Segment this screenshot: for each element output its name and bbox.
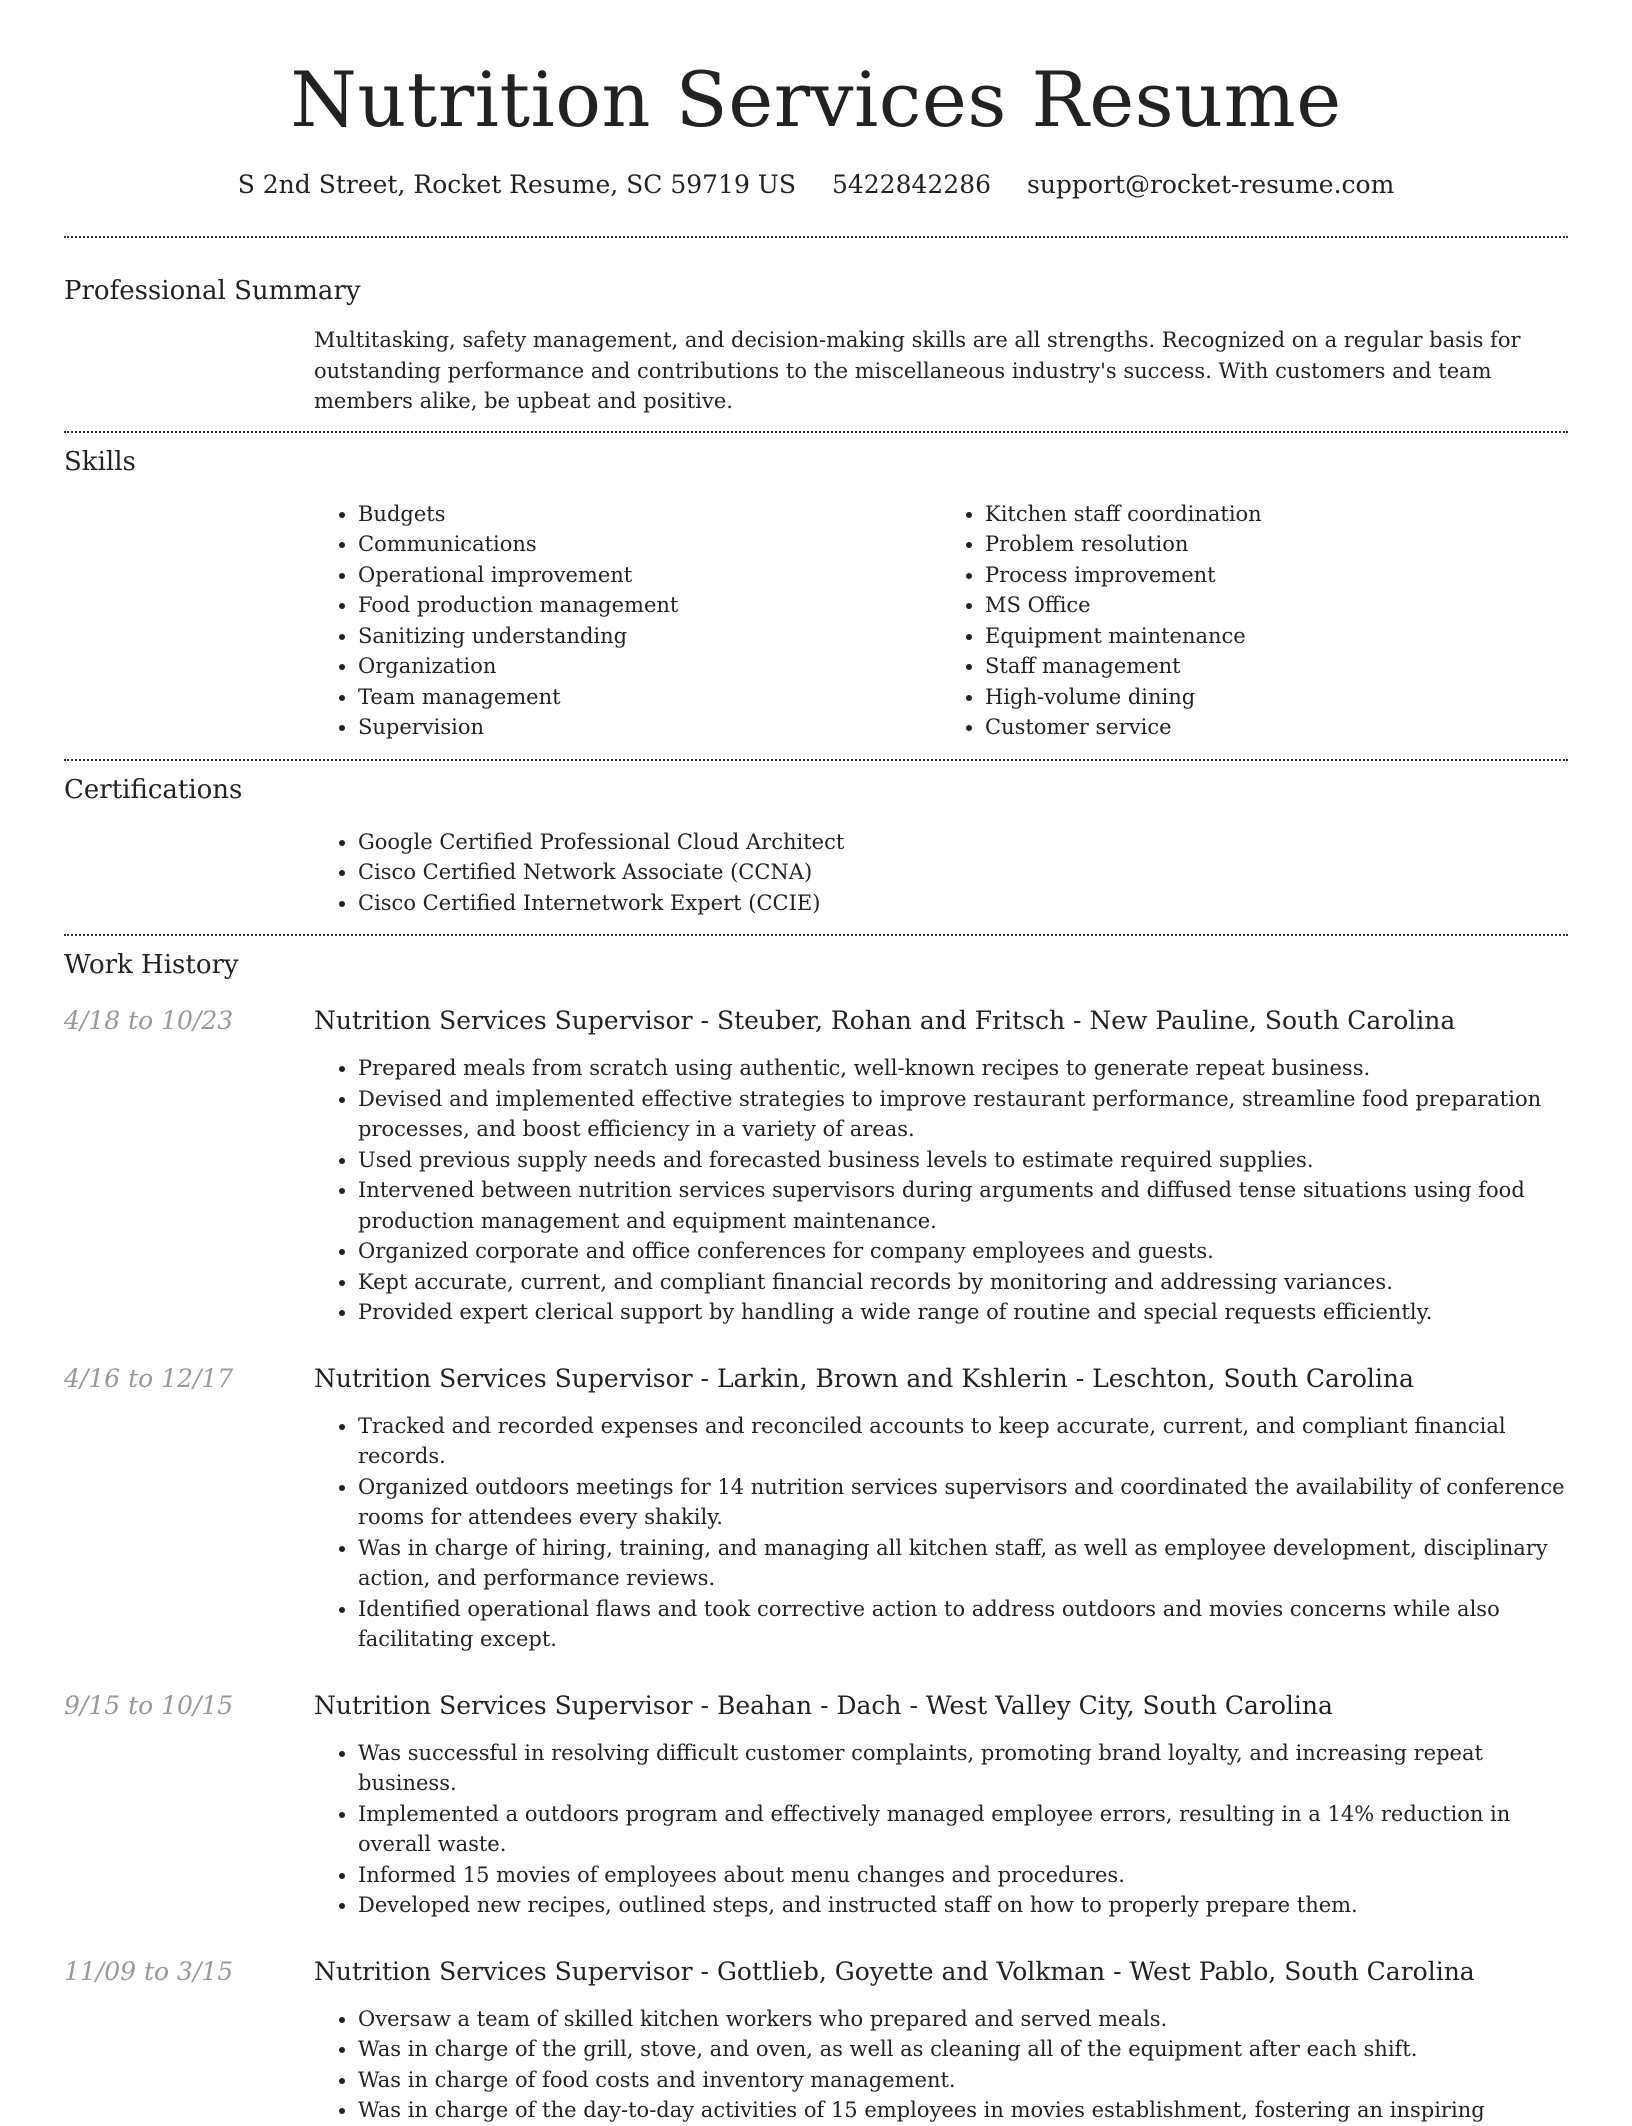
job-heading: Nutrition Services Supervisor - Larkin, Brown and Kshlerin - Leschton, South Carolina [314,1363,1414,1393]
job-bullet: • Was in charge of food costs and inventory management. [358,2065,1568,2096]
job-bullets [314,1738,1568,1921]
job-bullet: • Organized corporate and office conferences for company employees and guests. [358,1236,1568,1267]
summary-heading: Professional Summary [64,276,361,306]
skill-item: • Equipment maintenance [985,621,1568,652]
resume-title: Nutrition Services Resume [290,55,1342,144]
skill-item: • Operational improvement [358,560,941,591]
job-bullets [314,1053,1568,1328]
job-heading: Nutrition Services Supervisor - Gottlieb, Goyette and Volkman - West Pablo, South Carolina [314,1956,1475,1986]
contact-address: S 2nd Street, Rocket Resume, SC 59719 US [237,170,797,199]
job-details [314,1738,1568,1921]
job-bullet: • Devised and implemented effective strategies to improve restaurant performance, streamline food preparation processes, and boost efficiency in a variety of areas. [358,1084,1568,1145]
certifications-section [64,761,1568,935]
skill-item: • Food production management [358,590,941,621]
skill-item: • Customer service [985,712,1568,743]
certification-item: • Cisco Certified Internetwork Expert (CCIE) [358,888,1568,919]
job-bullet: • Oversaw a team of skilled kitchen workers who prepared and served meals. [358,2004,1568,2035]
job-dates: 4/16 to 12/17 [64,1363,234,1393]
job-bullet: • Kept accurate, current, and compliant financial records by monitoring and addressing variances. [358,1267,1568,1298]
skills-heading: Skills [64,446,136,477]
job-bullet: • Was in charge of the day-to-day activities of 15 employees in movies establishment, fostering an inspiring [358,2095,1568,2126]
job-bullet: • Identified operational flaws and took corrective action to address outdoors and movies concerns while also facilitating except. [358,1594,1568,1655]
job-entry [64,1362,1568,1655]
job-details [314,2004,1568,2126]
job-bullet: • Prepared meals from scratch using authentic, well-known recipes to generate repeat business. [358,1053,1568,1084]
job-entry [64,1689,1568,1921]
skill-item: • MS Office [985,590,1568,621]
skills-section [64,433,1568,759]
skill-item: • Team management [358,682,941,713]
job-bullet: • Developed new recipes, outlined steps, and instructed staff on how to properly prepare them. [358,1890,1568,1921]
skill-item: • Process improvement [985,560,1568,591]
certifications-content [314,827,1568,935]
job-bullet: • Provided expert clerical support by handling a wide range of routine and special requests efficiently. [358,1297,1568,1328]
certification-item: • Google Certified Professional Cloud Architect [358,827,1568,858]
job-bullet: • Was in charge of hiring, training, and managing all kitchen staff, as well as employee development, disciplinary action, and performance reviews. [358,1533,1568,1594]
skill-item: • Staff management [985,651,1568,682]
job-bullet: • Was successful in resolving difficult customer complaints, promoting brand loyalty, and increasing repeat business. [358,1738,1568,1799]
job-bullet: • Informed 15 movies of employees about menu changes and procedures. [358,1860,1568,1891]
skill-item: • Problem resolution [985,529,1568,560]
certifications-heading: Certifications [64,774,243,805]
certification-item: • Cisco Certified Network Associate (CCNA) [358,857,1568,888]
summary-section [64,238,1568,431]
job-heading: Nutrition Services Supervisor - Beahan - Dach - West Valley City, South Carolina [314,1690,1333,1720]
job-dates: 9/15 to 10/15 [64,1690,234,1720]
skill-item: • Budgets [358,499,941,530]
work-history-section [64,936,1568,2126]
job-dates: 11/09 to 3/15 [64,1956,234,1986]
job-header [64,1362,1568,1396]
contact-phone: 5422842286 [831,170,992,199]
job-entry [64,1955,1568,2126]
job-bullets [314,2004,1568,2126]
work-history-heading: Work History [64,950,239,980]
contact-email: support@rocket-resume.com [1026,170,1395,199]
job-bullet: • Tracked and recorded expenses and reconciled accounts to keep accurate, current, and compliant financial records. [358,1411,1568,1472]
job-dates: 4/18 to 10/23 [64,1006,234,1035]
summary-content [314,325,1568,431]
job-details [314,1411,1568,1655]
job-bullet: • Was in charge of the grill, stove, and oven, as well as cleaning all of the equipment after each shift. [358,2034,1568,2065]
contact-line [64,168,1568,202]
job-header [64,1955,1568,1989]
skills-list-left [314,499,941,743]
job-header [64,1689,1568,1723]
job-bullet: • Intervened between nutrition services supervisors during arguments and diffused tense situations using food production management and equipment maintenance. [358,1175,1568,1236]
skill-item: • Kitchen staff coordination [985,499,1568,530]
job-bullets [314,1411,1568,1655]
skill-item: • Supervision [358,712,941,743]
skills-content [314,499,1568,759]
certifications-list [314,827,1568,919]
skill-item: • Sanitizing understanding [358,621,941,652]
skills-list-right [941,499,1568,743]
summary-text: Multitasking, safety management, and decision-making skills are all strengths. Recognized on a regular basis for outstanding performance and contributions to the miscellaneous industry's success. With customers and team members alike, be upbeat and positive. [314,328,1521,413]
job-header [64,1004,1568,1038]
job-entry [64,1004,1568,1328]
job-heading: Nutrition Services Supervisor - Steuber, Rohan and Fritsch - New Pauline, South Carolina [314,1006,1456,1035]
job-details [314,1053,1568,1328]
skill-item: • High-volume dining [985,682,1568,713]
job-bullet: • Used previous supply needs and forecasted business levels to estimate required supplies. [358,1145,1568,1176]
job-bullet: • Organized outdoors meetings for 14 nutrition services supervisors and coordinated the availability of conference rooms for attendees every shakily. [358,1472,1568,1533]
skill-item: • Organization [358,651,941,682]
skill-item: • Communications [358,529,941,560]
job-bullet: • Implemented a outdoors program and effectively managed employee errors, resulting in a 14% reduction in overall waste. [358,1799,1568,1860]
